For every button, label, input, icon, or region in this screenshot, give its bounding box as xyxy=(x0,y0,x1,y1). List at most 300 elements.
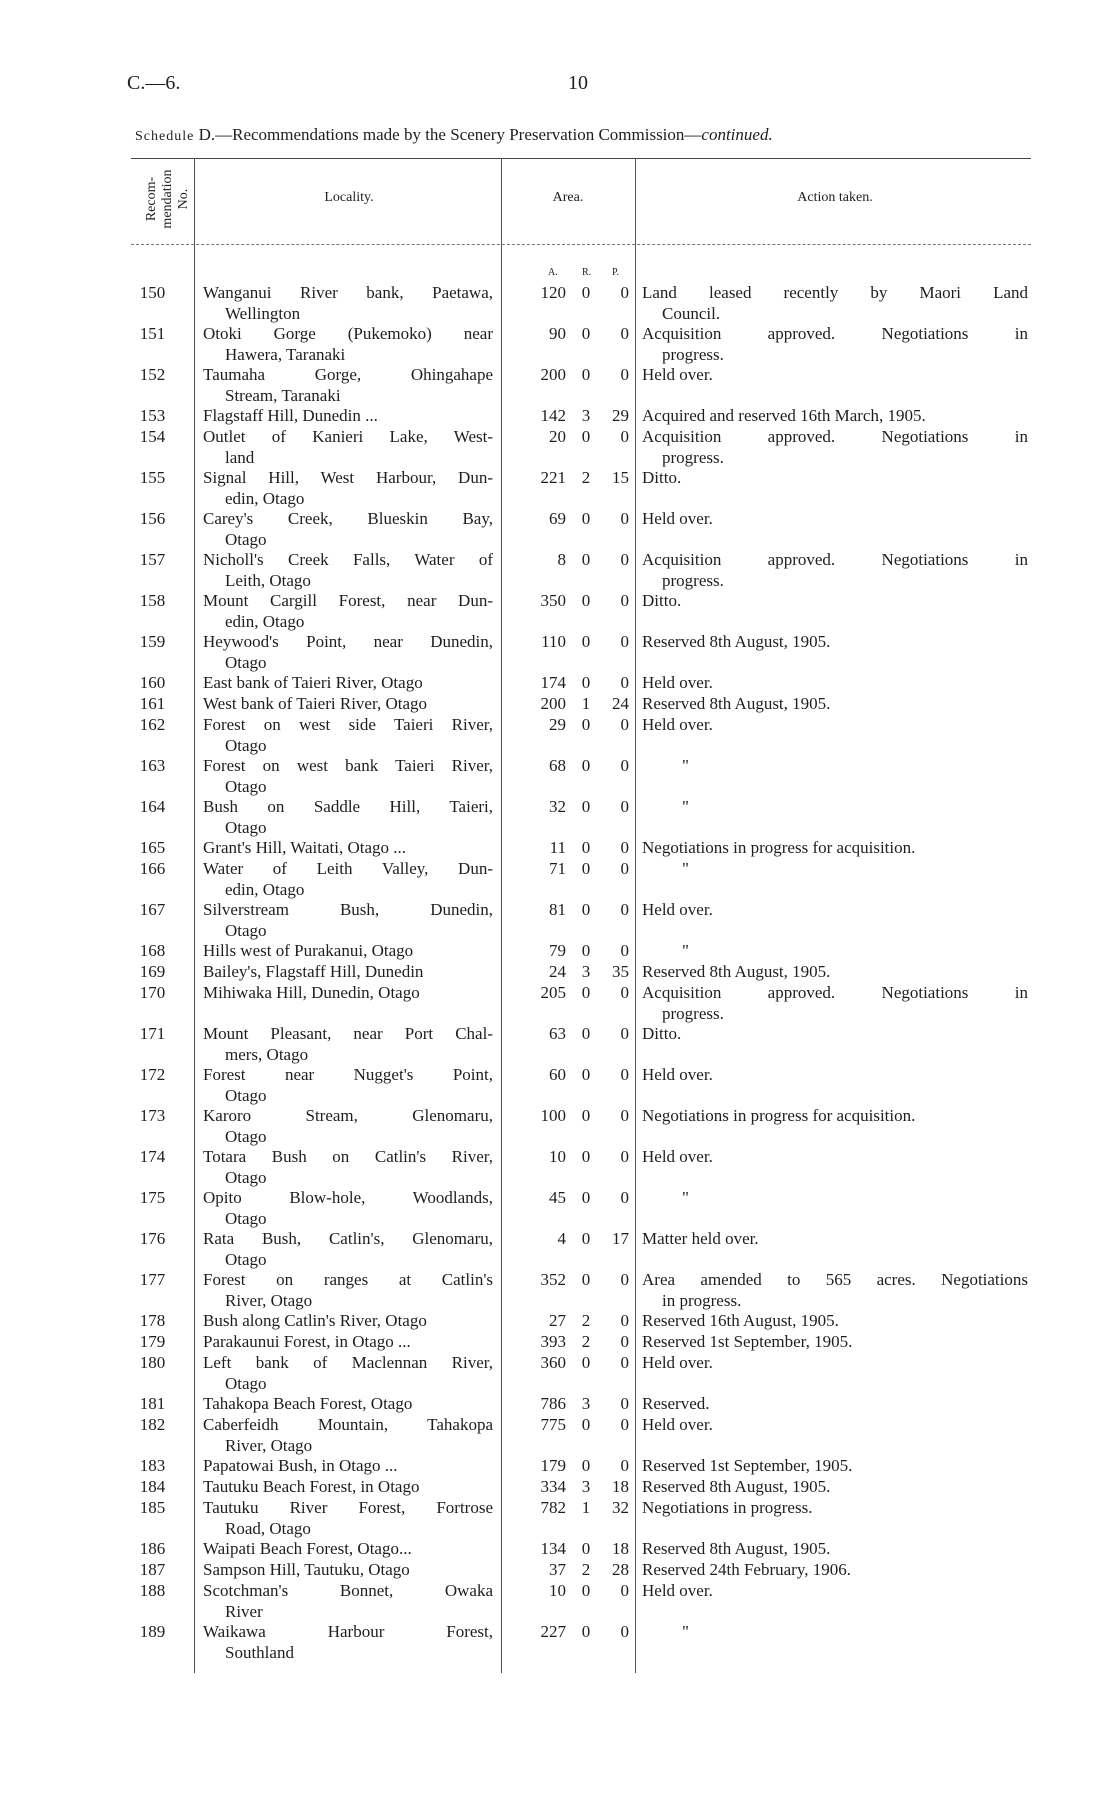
locality-line-1: Karoro Stream, Glenomaru, xyxy=(203,1106,493,1125)
locality-cell xyxy=(203,1581,493,1622)
action-line-1: " xyxy=(682,941,689,960)
recommendation-number: 171 xyxy=(139,1024,166,1043)
recommendation-number: 158 xyxy=(139,591,166,610)
locality-cell xyxy=(203,694,493,715)
locality-cell xyxy=(203,550,493,591)
recommendation-number: 160 xyxy=(139,673,166,692)
locality-line-1: East bank of Taieri River, Otago xyxy=(203,673,423,692)
action-cell xyxy=(642,365,1028,386)
area-perches: 0 xyxy=(620,509,629,528)
action-line-2: in progress. xyxy=(662,1290,742,1310)
action-cell xyxy=(642,1498,1028,1519)
area-acres: 134 xyxy=(540,1539,566,1558)
action-cell xyxy=(642,1024,1028,1045)
recommendation-number: 162 xyxy=(139,715,166,734)
locality-cell xyxy=(203,962,493,983)
area-roods: 0 xyxy=(581,797,591,816)
recommendation-number: 170 xyxy=(139,983,166,1002)
locality-cell xyxy=(203,838,493,859)
locality-line-1: Mihiwaka Hill, Dunedin, Otago xyxy=(203,983,420,1002)
area-roods: 0 xyxy=(581,1456,591,1475)
recommendation-number: 183 xyxy=(139,1456,166,1475)
locality-line-1: Heywood's Point, near Dunedin, xyxy=(203,632,493,651)
locality-line-2: Otago xyxy=(225,1373,267,1393)
locality-line-1: Nicholl's Creek Falls, Water of xyxy=(203,550,493,569)
action-line-1: Negotiations in progress. xyxy=(642,1498,813,1517)
area-perches: 0 xyxy=(620,324,629,343)
locality-line-1: Outlet of Kanieri Lake, West- xyxy=(203,427,493,446)
area-acres: 10 xyxy=(549,1581,566,1600)
action-cell xyxy=(642,797,1068,818)
area-roods: 0 xyxy=(581,941,591,960)
action-line-1: Ditto. xyxy=(642,591,682,610)
locality-cell xyxy=(203,1560,493,1581)
area-perches: 28 xyxy=(612,1560,629,1579)
locality-cell xyxy=(203,1477,493,1498)
locality-line-1: Waikawa Harbour Forest, xyxy=(203,1622,493,1641)
action-cell xyxy=(642,1415,1028,1436)
recommendation-number: 176 xyxy=(139,1229,166,1248)
recommendation-number: 173 xyxy=(139,1106,166,1125)
action-line-1: Reserved 8th August, 1905. xyxy=(642,632,831,651)
area-perches: 0 xyxy=(620,1270,629,1289)
subheader-perches: P. xyxy=(612,267,619,278)
area-perches: 29 xyxy=(612,406,629,425)
action-line-1: Reserved 8th August, 1905. xyxy=(642,694,831,713)
action-cell xyxy=(642,1188,1068,1209)
action-line-1: Held over. xyxy=(642,1147,713,1166)
locality-line-2: edin, Otago xyxy=(225,611,305,631)
locality-line-1: Forest near Nugget's Point, xyxy=(203,1065,493,1084)
locality-line-2: edin, Otago xyxy=(225,879,305,899)
action-cell xyxy=(642,1332,1028,1353)
area-roods: 0 xyxy=(581,1353,591,1372)
area-roods: 0 xyxy=(581,632,591,651)
locality-cell xyxy=(203,673,493,694)
locality-line-1: Mount Pleasant, near Port Chal- xyxy=(203,1024,493,1043)
area-acres: 90 xyxy=(549,324,566,343)
action-cell xyxy=(642,694,1028,715)
recommendation-number: 152 xyxy=(139,365,166,384)
area-perches: 0 xyxy=(620,632,629,651)
locality-line-1: Flagstaff Hill, Dunedin ... xyxy=(203,406,378,425)
header-locality: Locality. xyxy=(324,190,374,205)
area-perches: 24 xyxy=(612,694,629,713)
locality-line-1: Otoki Gorge (Pukemoko) near xyxy=(203,324,493,343)
area-perches: 0 xyxy=(620,900,629,919)
recommendation-number: 172 xyxy=(139,1065,166,1084)
area-acres: 775 xyxy=(540,1415,566,1434)
area-roods: 3 xyxy=(581,1394,591,1413)
action-cell xyxy=(642,1539,1028,1560)
area-perches: 0 xyxy=(620,1188,629,1207)
locality-line-1: Tautuku Beach Forest, in Otago xyxy=(203,1477,420,1496)
locality-line-2: Otago xyxy=(225,920,267,940)
area-perches: 18 xyxy=(612,1477,629,1496)
locality-line-2: Road, Otago xyxy=(225,1518,311,1538)
subheader-acres: A. xyxy=(548,267,558,278)
locality-line-2: River, Otago xyxy=(225,1290,313,1310)
area-roods: 0 xyxy=(581,591,591,610)
locality-cell xyxy=(203,1311,493,1332)
area-perches: 0 xyxy=(620,715,629,734)
area-perches: 0 xyxy=(620,673,629,692)
action-line-1: Area amended to 565 acres. Negotiations xyxy=(642,1270,1028,1289)
locality-line-1: Totara Bush on Catlin's River, xyxy=(203,1147,493,1166)
action-line-1: Held over. xyxy=(642,365,713,384)
locality-cell xyxy=(203,1332,493,1353)
area-perches: 0 xyxy=(620,1065,629,1084)
locality-line-2: Otago xyxy=(225,529,267,549)
action-cell xyxy=(642,1065,1028,1086)
action-line-2: progress. xyxy=(662,1003,724,1023)
locality-cell xyxy=(203,1106,493,1147)
locality-cell xyxy=(203,365,493,406)
locality-cell xyxy=(203,859,493,900)
area-acres: 227 xyxy=(540,1622,566,1641)
area-roods: 0 xyxy=(581,983,591,1002)
area-acres: 200 xyxy=(540,694,566,713)
area-perches: 0 xyxy=(620,797,629,816)
locality-cell xyxy=(203,1270,493,1311)
locality-cell xyxy=(203,1353,493,1394)
col-divider-3 xyxy=(635,158,636,1673)
action-cell xyxy=(642,1270,1028,1311)
area-acres: 8 xyxy=(557,550,566,569)
area-roods: 2 xyxy=(581,468,591,487)
area-roods: 0 xyxy=(581,1539,591,1558)
action-cell xyxy=(642,1477,1028,1498)
locality-cell xyxy=(203,1147,493,1188)
locality-line-1: Left bank of Maclennan River, xyxy=(203,1353,493,1372)
area-perches: 0 xyxy=(620,365,629,384)
area-roods: 0 xyxy=(581,1188,591,1207)
action-line-1: Held over. xyxy=(642,1415,713,1434)
action-line-1: Matter held over. xyxy=(642,1229,759,1248)
action-line-1: " xyxy=(682,859,689,878)
recommendation-number: 185 xyxy=(139,1498,166,1517)
locality-cell xyxy=(203,1622,493,1663)
area-acres: 68 xyxy=(549,756,566,775)
area-acres: 29 xyxy=(549,715,566,734)
action-line-1: Negotiations in progress for acquisition. xyxy=(642,838,916,857)
locality-line-1: Sampson Hill, Tautuku, Otago xyxy=(203,1560,410,1579)
schedule-caption xyxy=(135,125,773,145)
area-roods: 0 xyxy=(581,324,591,343)
locality-line-1: West bank of Taieri River, Otago xyxy=(203,694,427,713)
area-acres: 350 xyxy=(540,591,566,610)
locality-line-2: Wellington xyxy=(225,303,301,323)
action-line-1: Held over. xyxy=(642,715,713,734)
locality-line-2: Otago xyxy=(225,776,267,796)
action-cell xyxy=(642,1560,1028,1581)
area-acres: 37 xyxy=(549,1560,566,1579)
locality-line-2: Southland xyxy=(225,1642,294,1662)
area-roods: 0 xyxy=(581,283,591,302)
area-perches: 0 xyxy=(620,283,629,302)
recommendation-number: 189 xyxy=(139,1622,166,1641)
area-acres: 71 xyxy=(549,859,566,878)
locality-line-1: Bailey's, Flagstaff Hill, Dunedin xyxy=(203,962,424,981)
action-cell xyxy=(642,1394,1028,1415)
locality-line-1: Scotchman's Bonnet, Owaka xyxy=(203,1581,493,1600)
action-cell xyxy=(642,715,1028,736)
area-acres: 11 xyxy=(549,838,566,857)
action-cell xyxy=(642,632,1028,653)
area-perches: 0 xyxy=(620,1332,629,1351)
area-perches: 0 xyxy=(620,859,629,878)
action-cell xyxy=(642,1581,1028,1602)
area-perches: 18 xyxy=(612,1539,629,1558)
area-perches: 0 xyxy=(620,1106,629,1125)
action-line-1: Reserved 8th August, 1905. xyxy=(642,1539,831,1558)
locality-line-1: Wanganui River bank, Paetawa, xyxy=(203,283,493,302)
action-line-1: Reserved 16th August, 1905. xyxy=(642,1311,839,1330)
area-perches: 0 xyxy=(620,427,629,446)
action-cell xyxy=(642,509,1028,530)
area-roods: 0 xyxy=(581,715,591,734)
area-acres: 174 xyxy=(540,673,566,692)
locality-line-1: Carey's Creek, Blueskin Bay, xyxy=(203,509,493,528)
locality-cell xyxy=(203,1456,493,1477)
recommendation-number: 154 xyxy=(139,427,166,446)
area-perches: 0 xyxy=(620,1581,629,1600)
recommendation-number: 164 xyxy=(139,797,166,816)
action-line-2: progress. xyxy=(662,570,724,590)
area-acres: 200 xyxy=(540,365,566,384)
action-cell xyxy=(642,406,1028,427)
area-acres: 79 xyxy=(549,941,566,960)
area-acres: 45 xyxy=(549,1188,566,1207)
area-perches: 0 xyxy=(620,838,629,857)
action-cell xyxy=(642,1456,1028,1477)
recommendation-number: 163 xyxy=(139,756,166,775)
action-cell xyxy=(642,859,1068,880)
locality-line-2: River xyxy=(225,1601,263,1621)
action-line-1: Reserved 24th February, 1906. xyxy=(642,1560,851,1579)
locality-line-1: Tahakopa Beach Forest, Otago xyxy=(203,1394,413,1413)
locality-cell xyxy=(203,1394,493,1415)
recommendation-number: 168 xyxy=(139,941,166,960)
locality-cell xyxy=(203,632,493,673)
action-line-1: " xyxy=(682,1188,689,1207)
action-cell xyxy=(642,838,1028,859)
locality-line-2: River, Otago xyxy=(225,1435,313,1455)
area-acres: 24 xyxy=(549,962,566,981)
recommendation-number: 188 xyxy=(139,1581,166,1600)
area-acres: 179 xyxy=(540,1456,566,1475)
area-perches: 35 xyxy=(612,962,629,981)
locality-line-2: Otago xyxy=(225,1167,267,1187)
locality-line-2: mers, Otago xyxy=(225,1044,309,1064)
area-roods: 3 xyxy=(581,1477,591,1496)
area-roods: 0 xyxy=(581,509,591,528)
locality-cell xyxy=(203,983,493,1004)
area-roods: 0 xyxy=(581,1147,591,1166)
area-roods: 0 xyxy=(581,550,591,569)
area-acres: 60 xyxy=(549,1065,566,1084)
action-line-1: Negotiations in progress for acquisition. xyxy=(642,1106,916,1125)
area-acres: 360 xyxy=(540,1353,566,1372)
area-perches: 0 xyxy=(620,1415,629,1434)
action-cell xyxy=(642,756,1068,777)
area-perches: 0 xyxy=(620,983,629,1002)
locality-line-2: Otago xyxy=(225,817,267,837)
action-line-1: Held over. xyxy=(642,509,713,528)
area-acres: 63 xyxy=(549,1024,566,1043)
locality-cell xyxy=(203,427,493,468)
locality-line-2: Otago xyxy=(225,1126,267,1146)
locality-cell xyxy=(203,324,493,365)
area-perches: 32 xyxy=(612,1498,629,1517)
col-divider-1 xyxy=(194,158,195,1673)
action-line-1: Acquisition approved. Negotiations in xyxy=(642,427,1028,446)
caption-main: D.—Recommendations made by the Scenery Preservation Commission— xyxy=(198,125,702,144)
locality-line-2: Otago xyxy=(225,735,267,755)
action-cell xyxy=(642,962,1028,983)
locality-cell xyxy=(203,1539,493,1560)
locality-line-1: Waipati Beach Forest, Otago... xyxy=(203,1539,412,1558)
recommendation-number: 161 xyxy=(139,694,166,713)
area-acres: 205 xyxy=(540,983,566,1002)
area-perches: 0 xyxy=(620,1456,629,1475)
action-line-1: Reserved. xyxy=(642,1394,710,1413)
area-acres: 142 xyxy=(540,406,566,425)
locality-cell xyxy=(203,1498,493,1539)
area-roods: 2 xyxy=(581,1311,591,1330)
area-roods: 2 xyxy=(581,1560,591,1579)
locality-cell xyxy=(203,715,493,756)
recommendation-number: 157 xyxy=(139,550,166,569)
area-acres: 782 xyxy=(540,1498,566,1517)
area-perches: 0 xyxy=(620,1353,629,1372)
area-acres: 352 xyxy=(540,1270,566,1289)
area-acres: 120 xyxy=(540,283,566,302)
locality-line-1: Grant's Hill, Waitati, Otago ... xyxy=(203,838,406,857)
page-header-ref: C.—6. xyxy=(127,72,181,94)
area-perches: 0 xyxy=(620,1147,629,1166)
action-line-1: Ditto. xyxy=(642,1024,682,1043)
recommendation-number: 178 xyxy=(139,1311,166,1330)
area-perches: 0 xyxy=(620,550,629,569)
locality-line-2: edin, Otago xyxy=(225,488,305,508)
action-cell xyxy=(642,673,1028,694)
recommendation-number: 174 xyxy=(139,1147,166,1166)
action-line-2: progress. xyxy=(662,447,724,467)
recommendation-number: 151 xyxy=(139,324,166,343)
locality-cell xyxy=(203,283,493,324)
area-acres: 20 xyxy=(549,427,566,446)
action-cell xyxy=(642,550,1028,591)
locality-line-1: Signal Hill, West Harbour, Dun- xyxy=(203,468,493,487)
area-roods: 0 xyxy=(581,1065,591,1084)
area-roods: 0 xyxy=(581,1229,591,1248)
action-line-1: " xyxy=(682,1622,689,1641)
locality-line-1: Silverstream Bush, Dunedin, xyxy=(203,900,493,919)
area-roods: 0 xyxy=(581,1106,591,1125)
area-perches: 0 xyxy=(620,1024,629,1043)
action-line-1: Acquisition approved. Negotiations in xyxy=(642,550,1028,569)
recommendation-number: 167 xyxy=(139,900,166,919)
locality-line-1: Forest on west bank Taieri River, xyxy=(203,756,493,775)
area-roods: 0 xyxy=(581,427,591,446)
action-line-1: Held over. xyxy=(642,673,713,692)
recommendation-number: 156 xyxy=(139,509,166,528)
action-cell xyxy=(642,1147,1028,1168)
action-line-1: Acquired and reserved 16th March, 1905. xyxy=(642,406,926,425)
area-acres: 221 xyxy=(540,468,566,487)
area-perches: 0 xyxy=(620,1394,629,1413)
locality-line-1: Forest on ranges at Catlin's xyxy=(203,1270,493,1289)
locality-line-2: Otago xyxy=(225,1249,267,1269)
area-perches: 0 xyxy=(620,1311,629,1330)
area-roods: 0 xyxy=(581,673,591,692)
area-roods: 0 xyxy=(581,900,591,919)
action-line-1: Land leased recently by Maori Land xyxy=(642,283,1028,302)
area-perches: 0 xyxy=(620,941,629,960)
action-cell xyxy=(642,941,1068,962)
action-cell xyxy=(642,591,1028,612)
locality-cell xyxy=(203,406,493,427)
locality-cell xyxy=(203,1188,493,1229)
area-perches: 0 xyxy=(620,591,629,610)
action-line-2: Council. xyxy=(662,303,721,323)
area-roods: 1 xyxy=(581,694,591,713)
area-acres: 4 xyxy=(557,1229,566,1248)
locality-line-2: Otago xyxy=(225,1208,267,1228)
action-line-2: progress. xyxy=(662,344,724,364)
locality-cell xyxy=(203,1024,493,1065)
area-acres: 786 xyxy=(540,1394,566,1413)
area-roods: 0 xyxy=(581,365,591,384)
locality-line-1: Opito Blow-hole, Woodlands, xyxy=(203,1188,493,1207)
action-line-1: " xyxy=(682,756,689,775)
recommendation-number: 187 xyxy=(139,1560,166,1579)
action-line-1: Held over. xyxy=(642,1065,713,1084)
area-acres: 27 xyxy=(549,1311,566,1330)
area-acres: 69 xyxy=(549,509,566,528)
locality-cell xyxy=(203,509,493,550)
area-acres: 32 xyxy=(549,797,566,816)
locality-line-1: Taumaha Gorge, Ohingahape xyxy=(203,365,493,384)
area-perches: 17 xyxy=(612,1229,629,1248)
recommendation-number: 175 xyxy=(139,1188,166,1207)
area-acres: 81 xyxy=(549,900,566,919)
locality-line-1: Caberfeidh Mountain, Tahakopa xyxy=(203,1415,493,1434)
locality-line-1: Forest on west side Taieri River, xyxy=(203,715,493,734)
locality-line-2: Leith, Otago xyxy=(225,570,311,590)
area-roods: 2 xyxy=(581,1332,591,1351)
area-roods: 1 xyxy=(581,1498,591,1517)
locality-cell xyxy=(203,1065,493,1106)
action-cell xyxy=(642,427,1028,468)
area-roods: 0 xyxy=(581,1415,591,1434)
recommendation-number: 179 xyxy=(139,1332,166,1351)
action-line-1: Held over. xyxy=(642,1353,713,1372)
recommendation-number: 165 xyxy=(139,838,166,857)
top-rule xyxy=(131,158,1031,159)
area-roods: 0 xyxy=(581,859,591,878)
locality-cell xyxy=(203,941,493,962)
area-perches: 0 xyxy=(620,756,629,775)
action-line-1: Reserved 8th August, 1905. xyxy=(642,962,831,981)
action-cell xyxy=(642,283,1028,324)
area-acres: 100 xyxy=(540,1106,566,1125)
locality-cell xyxy=(203,591,493,632)
locality-line-1: Papatowai Bush, in Otago ... xyxy=(203,1456,398,1475)
caption-italic: continued. xyxy=(701,125,773,144)
area-acres: 334 xyxy=(540,1477,566,1496)
